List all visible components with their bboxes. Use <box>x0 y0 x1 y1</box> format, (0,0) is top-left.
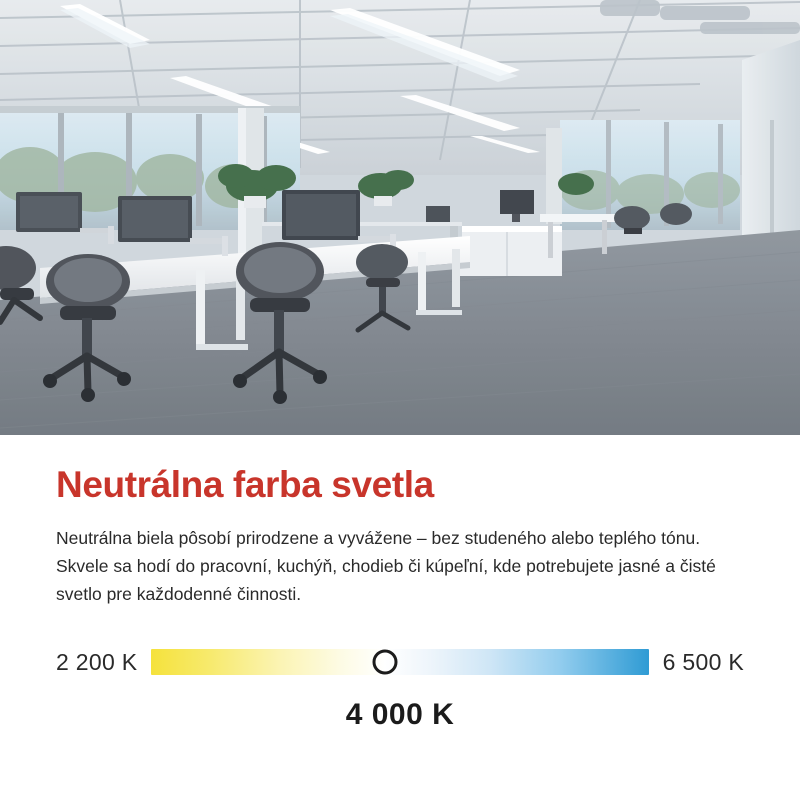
scale-min-label: 2 200 K <box>56 648 138 675</box>
content-section <box>0 435 800 800</box>
gradient-track[interactable] <box>151 649 648 675</box>
description-text: Neutrálna biela pôsobí prirodzene a vyvážene – bez studeného alebo teplého tónu. Skvele sa hodí do pracovní, kuchýň, chodieb či kúpeľní, kde potrebujete jasné a čisté svetlo pre každodenné činnosti. <box>56 527 716 605</box>
page-title: Neutrálna farba svetla <box>56 464 434 505</box>
scale-marker[interactable] <box>373 650 398 675</box>
scale-max-label: 6 500 K <box>662 648 744 675</box>
color-temperature-scale <box>56 649 744 676</box>
gradient-bar <box>151 649 648 675</box>
current-color-temperature: 4 000 K <box>345 697 455 731</box>
